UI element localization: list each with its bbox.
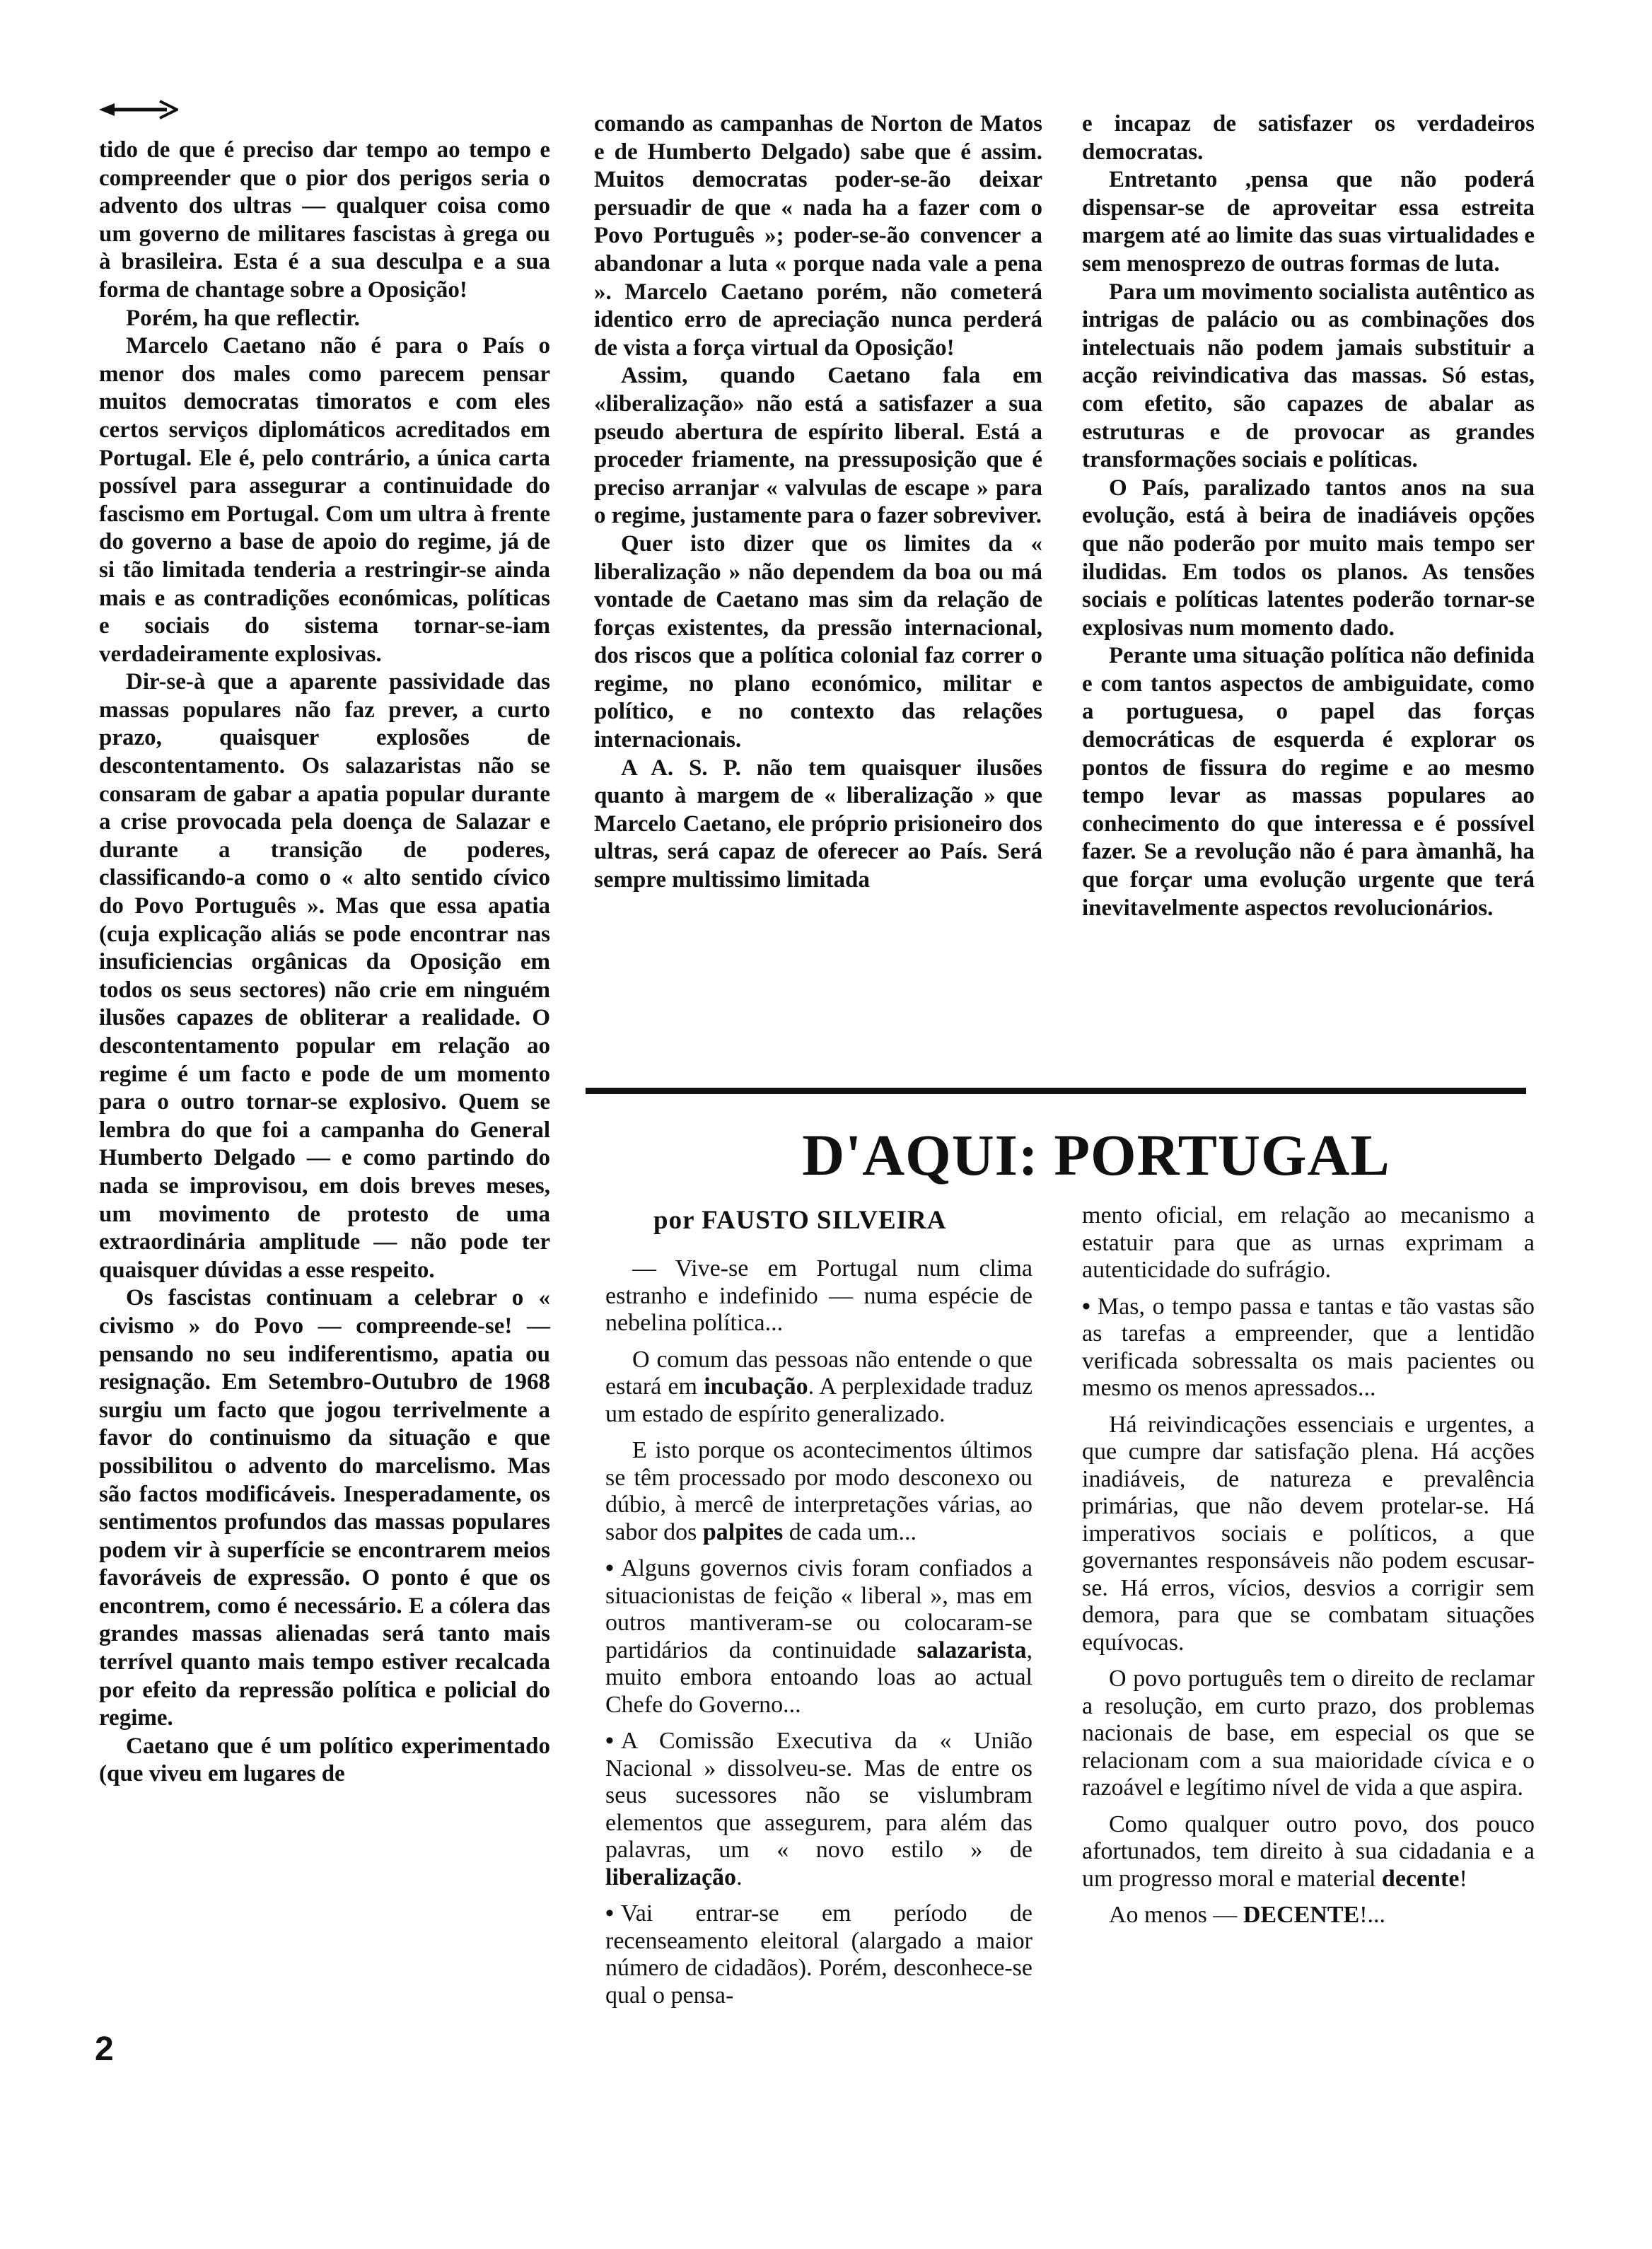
paragraph: comando as campanhas de Norton de Matos e de Humberto Delgado) sabe que é assim. Muitos democratas poder-se-ão deixar persuadir de que « nada ha a fazer com o Povo Português »; poder-se-ão convencer a abandonar a luta « porque nada vale a pena ». Marcelo Caetano porém, não cometerá identico erro de apreciação nunca perderá de vista a força virtual da Oposição!	[594, 111, 1042, 361]
paragraph: Entretanto ,pensa que não poderá dispensar-se de aproveitar essa estreita margem até ao limite das suas virtualidades e sem menosprezo de outras formas de luta.	[1082, 167, 1535, 277]
paragraph: O comum das pessoas não entende o que estará em incubação. A perplexidade traduz um estado de espírito generalizado.	[605, 1346, 1032, 1427]
article-column-b	[1082, 1202, 1535, 1939]
bullet-paragraph: • Alguns governos civis foram confiados a situacionistas de feição « liberal », mas em outros mantiveram-se ou colocaram-se partidários da continuidade salazarista, muito embora entoando loas ao actual Chefe do Governo...	[605, 1555, 1032, 1718]
page-number: 2	[95, 2030, 114, 2068]
paragraph: — Vive-se em Portugal num clima estranho e indefinido — numa espécie de nebelina política...	[605, 1255, 1032, 1336]
column-2	[594, 110, 1042, 895]
bullet-icon: •	[1082, 1293, 1090, 1320]
paragraph: mento oficial, em relação ao mecanismo a estatuir para que as urnas exprimam a autenticidade do sufrágio.	[1082, 1202, 1535, 1283]
section-divider	[586, 1088, 1526, 1094]
article-headline: D'AQUI: PORTUGAL	[802, 1122, 1390, 1187]
bullet-icon: •	[605, 1900, 614, 1927]
article-byline: por FAUSTO SILVEIRA	[653, 1206, 947, 1235]
paragraph: Marcelo Caetano não é para o País o menor dos males como parecem pensar muitos democratas timoratos e com eles certos serviços diplomáticos acreditados em Portugal. Ele é, pelo contrário, a única carta possível para assegurar a continuidade do fascismo em Portugal. Com um ultra à frente do governo a base de apoio do regime, já de si tão limitada tenderia a restringir-se ainda mais e as contradições económicas, políticas e sociais do sistema tornar-se-iam verdadeiramente explosivas.	[99, 333, 550, 667]
bullet-paragraph: • Mas, o tempo passa e tantas e tão vastas são as tarefas a empreender, que a lentidão verificada sobressalta os mais pacientes ou mesmo os menos apressados...	[1082, 1293, 1535, 1401]
paragraph: Para um movimento socialista autêntico as intrigas de palácio ou as combinações dos intelectuais não podem jamais substituir a acção reivindicativa das massas. Só estas, com efetito, são capazes de abalar as estruturas e de provocar as grandes transformações sociais e políticas.	[1082, 279, 1535, 473]
paragraph: Assim, quando Caetano fala em «liberalização» não está a satisfazer a sua pseudo abertura de espírito liberal. Está a proceder friamente, na pressuposição que é preciso arranjar « valvulas de escape » para o regime, justamente para o fazer sobreviver.	[594, 363, 1042, 529]
paragraph: A A. S. P. não tem quaisquer ilusões quanto à margem de « liberalização » que Marcelo Caetano, ele próprio prisioneiro dos ultras, será capaz de oferecer ao País. Será sempre multissimo limitada	[594, 755, 1042, 893]
paragraph: e incapaz de satisfazer os verdadeiros democratas.	[1082, 111, 1535, 165]
bullet-paragraph: • Vai entrar-se em período de recenseamento eleitoral (alargado a maior número de cidadãos). Porém, desconhece-se qual o pensa-	[605, 1900, 1032, 2009]
paragraph: Perante uma situação política não definida e com tantos aspectos de ambiguidate, como a portuguesa, o papel das forças democráticas de esquerda é explorar os pontos de fissura do regime e ao mesmo tempo levar as massas populares ao conhecimento do que interessa e é possível fazer. Se a revolução não é para àmanhã, ha que forçar uma evolução urgente que terá inevitavelmente aspectos revolucionários.	[1082, 643, 1535, 921]
paragraph: Quer isto dizer que os limites da « liberalização » não dependem da boa ou má vontade de Caetano mas sim da relação de forças existentes, da pressão internacional, dos riscos que a política colonial faz correr o regime, no plano económico, militar e político, e no contexto das relações internacionais.	[594, 530, 1042, 753]
paragraph: Há reivindicações essenciais e urgentes, a que cumpre dar satisfação plena. Há acções inadiáveis, de natureza e prevalência primárias, que não devem protelar-se. Há imperativos sociais e políticos, a que governantes responsáveis não podem escusar-se. Há erros, vícios, desvios a corrigir sem demora, para que se combatam situações equívocas.	[1082, 1411, 1535, 1656]
continuation-arrow-icon	[99, 99, 178, 120]
bullet-paragraph: • A Comissão Executiva da « União Nacional » dissolveu-se. Mas de entre os seus sucessores não se vislumbram elementos que assegurem, para além das palavras, um « novo estilo » de liberalização.	[605, 1728, 1032, 1890]
paragraph: Como qualquer outro povo, dos pouco afortunados, tem direito à sua cidadania e a um progresso moral e material decente!	[1082, 1811, 1535, 1892]
paragraph: O País, paralizado tantos anos na sua evolução, está à beira de inadiáveis opções que não poderão por muito mais tempo ser iludidas. Em todos os planos. As tensões sociais e políticas latentes poderão tornar-se explosivas num momento dado.	[1082, 475, 1535, 641]
paragraph: Caetano que é um político experimentado (que viveu em lugares de	[99, 1733, 550, 1787]
paragraph: Ao menos — DECENTE!...	[1109, 1902, 1386, 1928]
bullet-icon: •	[605, 1728, 614, 1754]
paragraph: Porém, ha que reflectir.	[126, 305, 360, 331]
paragraph: E isto porque os acontecimentos últimos se têm processado por modo desconexo ou dúbio, à mercê de interpretações várias, ao sabor dos palpites de cada um...	[605, 1437, 1032, 1545]
paragraph: Dir-se-à que a aparente passividade das massas populares não faz prever, a curto prazo, quaisquer explosões de descontentamento. Os salazaristas não se consaram de gabar a apatia popular durante a crise provocada pela doença de Salazar e durante a transição de poderes, classificando-a como o « alto sentido cívico do Povo Português ». Mas que essa apatia (cuja explicação aliás se pode encontrar nas insuficiencias orgânicas da Oposição em todos os seus sectores) não crie em ninguém ilusões capazes de obliterar a realidade. O descontentamento popular em relação ao regime é um facto e pode de um momento para o outro tornar-se explosivo. Quem se lembra do que foi a campanha do General Humberto Delgado — e como partindo do nada se improvisou, em dois breves meses, um movimento de protesto de uma extraordinária amplitude — não pode ter quaisquer dúvidas a esse respeito.	[99, 669, 550, 1283]
bullet-icon: •	[605, 1555, 614, 1581]
column-3	[1082, 110, 1535, 922]
column-1	[99, 136, 550, 1789]
paragraph: Os fascistas continuam a celebrar o « civismo » do Povo — compreende-se! — pensando no seu indiferentismo, apatia ou resignação. Em Setembro-Outubro de 1968 surgiu um facto que jogou terrivelmente a favor do continuismo da situação e que possibilitou o advento do marcelismo. Mas são factos modificáveis. Inesperadamente, os sentimentos profundos das massas populares podem vir à superfície se encontrarem meios favoráveis de expressão. O ponto é que os encontrem, como é necessário. E a cólera das grandes massas alienadas será tanto mais terrível quanto mais tempo estiver recalcada por efeito da repressão política e policial do regime.	[99, 1285, 550, 1731]
article-column-a	[605, 1255, 1032, 2018]
paragraph: O povo português tem o direito de reclamar a resolução, em curto prazo, dos problemas nacionais de base, em especial os que se relacionam com a sua maioridade cívica e o razoável e legítimo nível de vida a que aspira.	[1082, 1666, 1535, 1801]
paragraph: tido de que é preciso dar tempo ao tempo e compreender que o pior dos perigos seria o advento dos ultras — qualquer coisa como um governo de militares fascistas à grega ou à brasileira. Esta é a sua desculpa e a sua forma de chantage sobre a Oposição!	[99, 137, 550, 303]
